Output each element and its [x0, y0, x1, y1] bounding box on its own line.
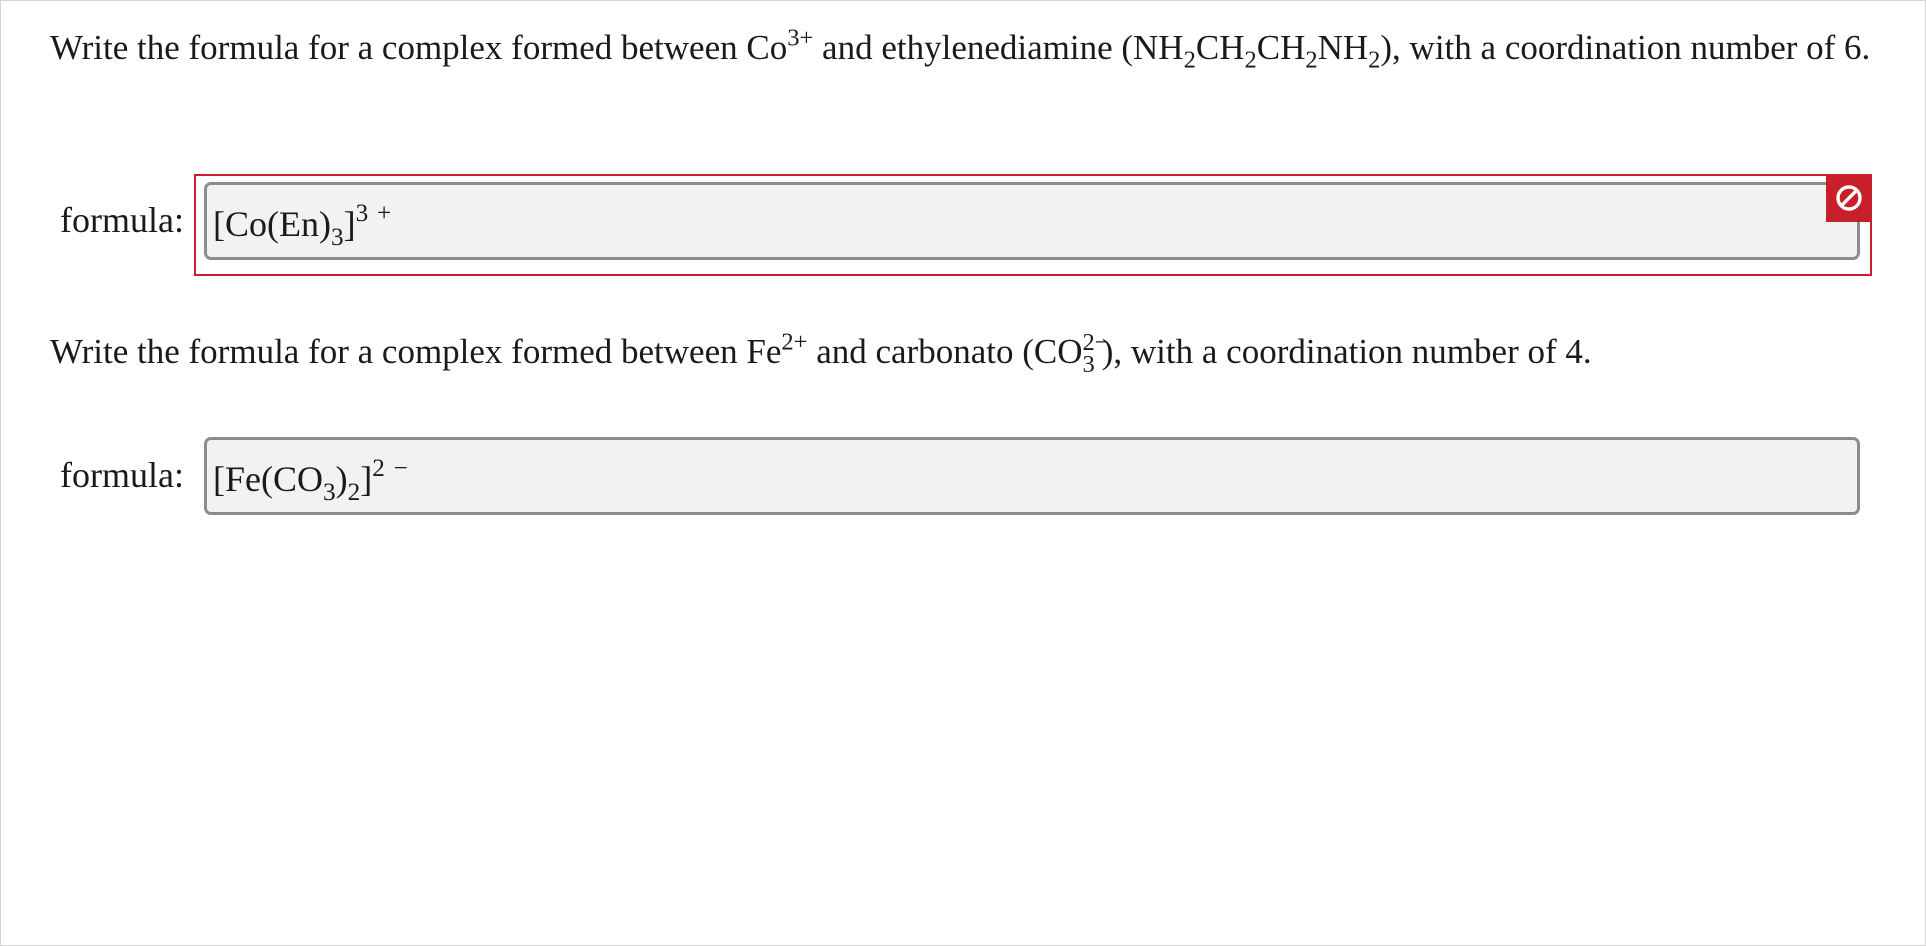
q1-answer-subscript: 3 [330, 223, 344, 251]
q2-formula-input[interactable] [204, 437, 1860, 515]
q1-charge-number: 3 [355, 199, 369, 227]
q1-answer-charge [356, 200, 392, 227]
q2-answer-part: [Fe(CO [213, 459, 323, 499]
q2-answer-part: ) [335, 459, 348, 499]
q1-subscript: 2 [1244, 46, 1257, 74]
block-icon[interactable] [1826, 174, 1872, 222]
q2-text-part: ), with a coordination number of 4. [1101, 332, 1592, 371]
q2-carbonate-subscript: 3 [1082, 351, 1095, 379]
q2-text-part: Write the formula for a complex formed between Fe [50, 332, 782, 371]
q1-formula-label: formula: [60, 200, 184, 240]
q2-answer-subscript: 3 [323, 478, 336, 506]
q2-charge-number: 2 [372, 454, 385, 482]
q1-text-part: and ethylenediamine (NH [813, 28, 1184, 67]
q2-answer-charge [372, 455, 408, 482]
question-1-text [50, 22, 1880, 74]
q1-formula-input[interactable] [204, 182, 1860, 260]
q1-text-part: CH [1256, 28, 1306, 67]
q1-subscript: 2 [1305, 46, 1318, 74]
q1-answer-part: ] [343, 204, 356, 244]
q1-subscript: 2 [1183, 46, 1196, 74]
q2-charge-sign: − [393, 454, 408, 482]
q2-formula-label: formula: [60, 455, 184, 495]
q2-iron-charge: 2+ [781, 328, 808, 356]
question-2-text [50, 326, 1880, 378]
q2-answer-part: ] [360, 459, 373, 499]
q2-carbonate-charge: 2− [1082, 328, 1109, 356]
q1-text-part: Write the formula for a complex formed between Co [50, 28, 788, 67]
q1-text-part: NH [1317, 28, 1369, 67]
block-icon-glyph [1834, 183, 1864, 213]
q1-subscript: 2 [1368, 46, 1381, 74]
q1-text-part: ), with a coordination number of 6. [1380, 28, 1871, 67]
q1-charge-sign: + [376, 199, 392, 227]
q2-text-part: and carbonato (CO [807, 332, 1083, 371]
q1-text-part: CH [1195, 28, 1245, 67]
q1-answer-part: [Co(En) [213, 204, 331, 244]
q2-answer-subscript: 2 [347, 478, 361, 506]
q2-carbonate-scripts [1082, 328, 1109, 379]
q1-cobalt-charge: 3+ [787, 24, 814, 52]
